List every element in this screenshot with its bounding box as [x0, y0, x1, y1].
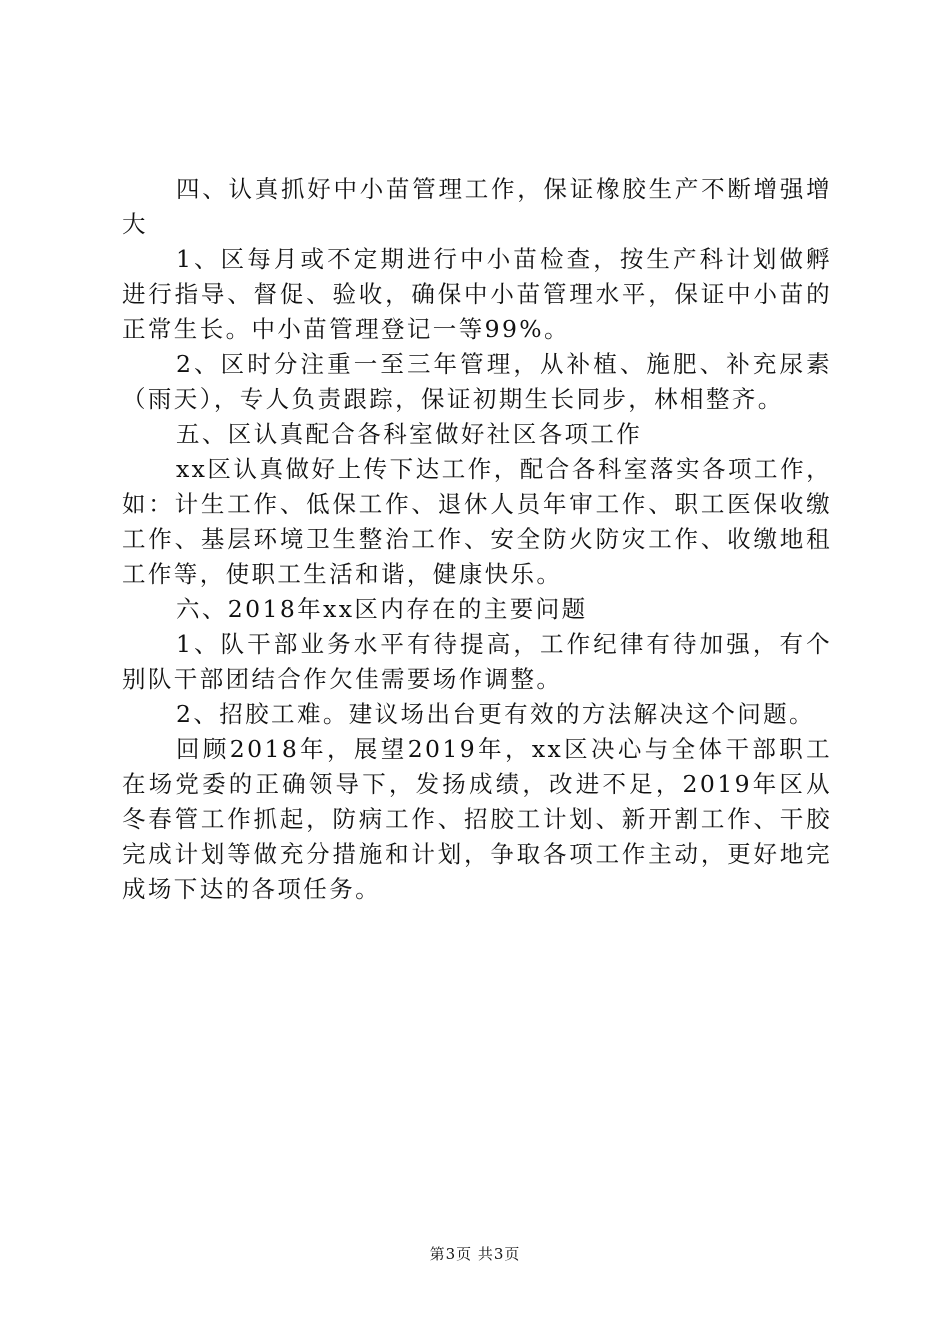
- paragraph-problem-two: 2、招胶工难。建议场出台更有效的方法解决这个问题。: [176, 700, 815, 728]
- document-body: [122, 172, 832, 907]
- section-heading-four: 四、认真抓好中小苗管理工作，保证橡胶生产不断增强增大: [122, 175, 832, 238]
- paragraph-outlook: 回顾2018年，展望2019年，xx区决心与全体干部职工在场党委的正确领导下，发扬成绩，改进不足，2019年区从冬春管工作抓起，防病工作、招胶工计划、新开割工作、干胶完成计划等做充分措施和计划，争取各项工作主动，更好地完成场下达的各项任务。: [122, 735, 832, 903]
- section-heading-six: 六、2018年xx区内存在的主要问题: [176, 595, 588, 623]
- paragraph-seedling-inspection: 1、区每月或不定期进行中小苗检查，按生产科计划做孵进行指导、督促、验收，确保中小苗管理水平，保证中小苗的正常生长。中小苗管理登记一等99%。: [122, 245, 832, 343]
- section-heading-five: 五、区认真配合各科室做好社区各项工作: [176, 420, 643, 448]
- paragraph-community-work: xx区认真做好上传下达工作，配合各科室落实各项工作，如：计生工作、低保工作、退休人员年审工作、职工医保收缴工作、基层环境卫生整治工作、安全防火防灾工作、收缴地租工作等，使职工生活和谐，健康快乐。: [122, 455, 832, 588]
- paragraph-early-management: 2、区时分注重一至三年管理，从补植、施肥、补充尿素（雨天），专人负责跟踪，保证初期生长同步，林相整齐。: [122, 350, 832, 413]
- page-number-footer: 第3页 共3页: [429, 1245, 521, 1263]
- paragraph-problem-one: 1、队干部业务水平有待提高，工作纪律有待加强，有个别队干部团结合作欠佳需要场作调整。: [122, 630, 832, 693]
